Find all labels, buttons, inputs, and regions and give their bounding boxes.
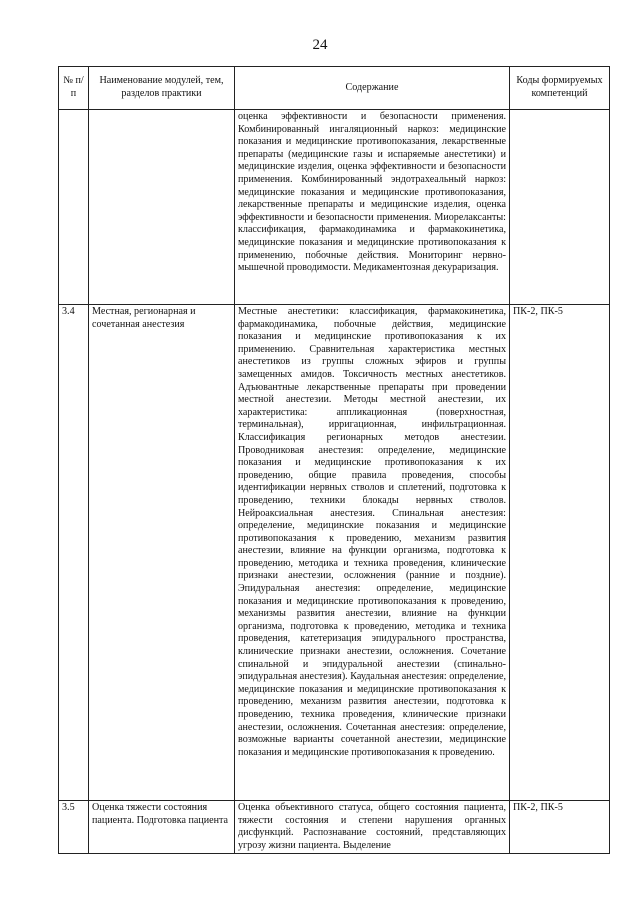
table-header-row [59, 67, 610, 110]
row-content: Оценка объективного статуса, общего состояния пациента, тяжести состояния и степени нарушения органных дисфункций. Распознавание состояний, представляющих угрозу жизни пациента. Выделение [235, 801, 510, 854]
table-row [59, 801, 610, 854]
row-number: 3.5 [59, 801, 89, 854]
header-competency-codes: Коды формируемых компетенций [510, 67, 610, 110]
row-content: оценка эффективности и безопасности применения. Комбинированный ингаляционный наркоз: медицинские показания и медицинские противопоказания, лекарственные препараты (медицинские газы и испаряемые анестетики) и медицинские изделия, оценка эффективности и безопасности применения. Комбинированный эндотрахеальный наркоз: медицинские показания и медицинские противопоказания, лекарственные препараты и медицинские изделия, оценка эффективности и безопасности применения. Миорелаксанты: классификация, фармакодинамика и фармакокинетика, медицинские показания и медицинские противопоказания к применению, побочные действия. Мониторинг нервно-мышечной проводимости. Медикаментозная декураризация. [235, 110, 510, 305]
row-number: 3.4 [59, 305, 89, 801]
row-competency-codes: ПК-2, ПК-5 [510, 305, 610, 801]
row-content: Местные анестетики: классификация, фармакокинетика, фармакодинамика, побочные действия, медицинские показания и медицинские противопоказания к их применению. Сравнительная характеристика местных анестетиков из группы сложных эфиров и группы замещенных амидов. Токсичность местных анестетиков. Адъювантные лекарственные препараты при проведении местной анестезии. Методы местной анестезии, их характеристика: аппликационная (поверхностная, терминальная), ирригационная, инфильтрационная. Классификация регионарных методов анестезии. Проводниковая анестезия: определение, медицинские показания и медицинские противопоказания к их проведению, общие правила проведения, способы идентификации нервных стволов и сплетений, подготовка к проведению, техники блокады нервных стволов. Нейроаксиальная анестезия. Спинальная анестезия: определение, медицинские показания и медицинские противопоказания к проведению, механизм развития анестезии, влияние на функции организма, подготовка к проведению, методика и техника проведения, клинические признаки анестезии, осложнения (ранние и поздние). Эпидуральная анестезия: определение, медицинские показания и медицинские противопоказания к проведению, механизмы развития анестезии, влияние на функции организма, подготовка к проведению, методика и техника проведения, катетеризация эпидурального пространства, клинические признаки анестезии, осложнения. Сочетание спинальной и эпидуральной анестезии (спинально-эпидуральная анестезия). Каудальная анестезия: определение, медицинские показания и медицинские противопоказания к проведению, механизм развития анестезии, подготовка к проведению, техника проведения, клинические признаки анестезии, осложнения. Сочетанная анестезия: определение, возможные варианты сочетанной анестезии, медицинские показания и медицинские противопоказания к проведению. [235, 305, 510, 801]
row-module-name [89, 110, 235, 305]
row-module-name: Местная, регионарная и сочетанная анестезия [89, 305, 235, 801]
page-number: 24 [312, 37, 328, 53]
header-content: Содержание [235, 67, 510, 110]
row-number [59, 110, 89, 305]
table-row [59, 305, 610, 801]
row-competency-codes: ПК-2, ПК-5 [510, 801, 610, 854]
row-module-name: Оценка тяжести состояния пациента. Подготовка пациента [89, 801, 235, 854]
header-number: № п/п [59, 67, 89, 110]
header-module-name: Наименование модулей, тем, разделов практики [89, 67, 235, 110]
table-row [59, 110, 610, 305]
row-competency-codes [510, 110, 610, 305]
curriculum-table [58, 66, 610, 854]
